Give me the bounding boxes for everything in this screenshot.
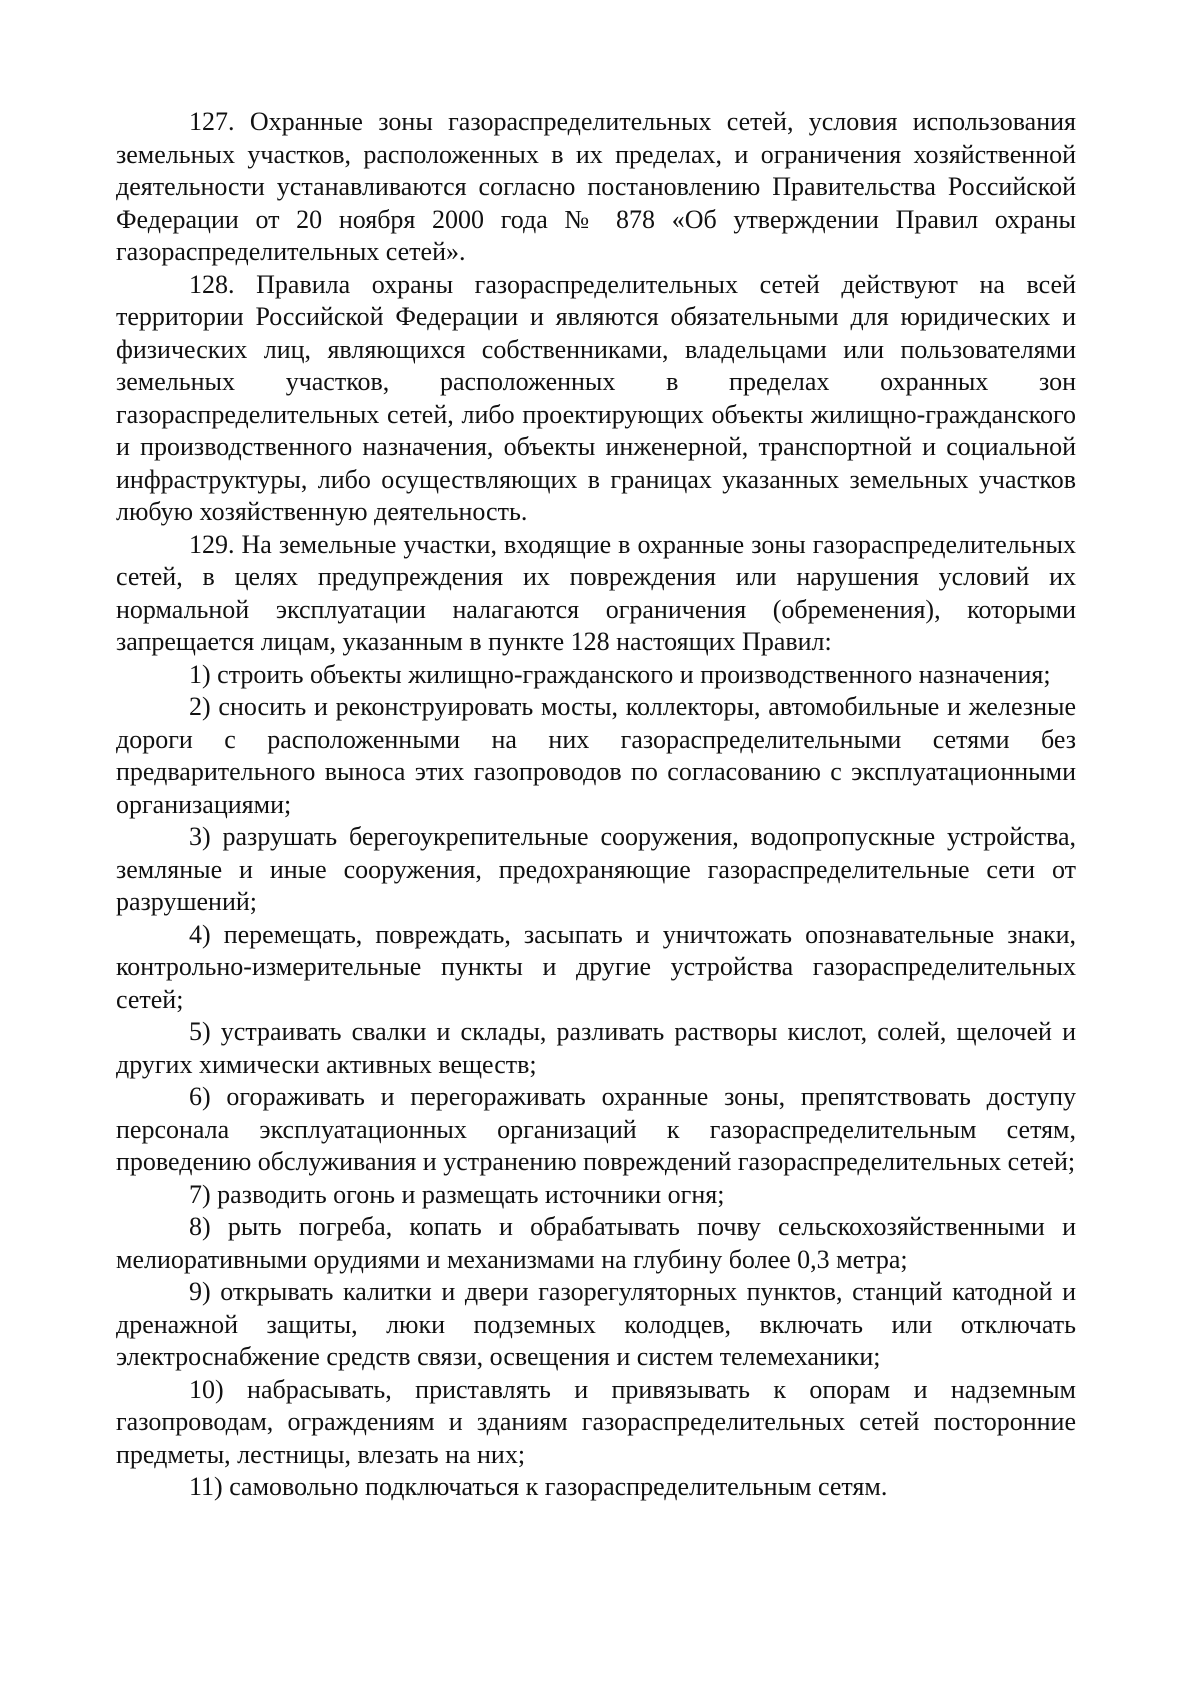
list-item-8: 8) рыть погреба, копать и обрабатывать почву сельскохозяйственными и мелиоративными орудиями и механизмами на глубину более 0,3 метра;	[116, 1212, 1076, 1274]
list-item-11: 11) самовольно подключаться к газораспределительным сетям.	[189, 1472, 888, 1501]
paragraph-128: 128. Правила охраны газораспределительных сетей действуют на всей территории Российской Федерации и являются обязательными для юридических и физических лиц, являющихся собственниками, владельцами или пользователями земельных участков, расположенных в пределах охранных зон газораспределительных сетей, либо проектирующих объекты жилищно-гражданского и производственного назначения, объекты инженерной, транспортной и социальной инфраструктуры, либо осуществляющих в границах указанных земельных участков любую хозяйственную деятельность.	[116, 269, 1076, 526]
list-item-3: 3) разрушать берегоукрепительные сооружения, водопропускные устройства, земляные и иные сооружения, предохраняющие газораспределительные сети от разрушений;	[116, 822, 1076, 916]
list-item-2: 2) сносить и реконструировать мосты, коллекторы, автомобильные и железные дороги с расположенными на них газораспределительными сетями без предварительного выноса этих газопроводов по согласованию с эксплуатационными организациями;	[116, 692, 1076, 819]
list-item-1: 1) строить объекты жилищно-гражданского и производственного назначения;	[189, 659, 1051, 689]
paragraph-127: 127. Охранные зоны газораспределительных сетей, условия использования земельных участков, расположенных в их пределах, и ограничения хозяйственной деятельности устанавливаются согласно постановлению Правительства Российской Федерации от 20 ноября 2000 года № 878 «Об утверждении Правил охраны газораспределительных сетей».	[116, 107, 1076, 266]
list-item-10: 10) набрасывать, приставлять и привязывать к опорам и надземным газопроводам, ограждениям и зданиям газораспределительных сетей посторонние предметы, лестницы, влезать на них;	[116, 1374, 1076, 1469]
document-page	[116, 106, 1076, 1504]
paragraph-129: 129. На земельные участки, входящие в охранные зоны газораспределительных сетей, в целях предупреждения их повреждения или нарушения условий их нормальной эксплуатации налагаются ограничения (обременения), которыми запрещается лицам, указанным в пункте 128 настоящих Правил:	[116, 529, 1076, 656]
list-item-7: 7) разводить огонь и размещать источники огня;	[189, 1179, 725, 1209]
list-item-6: 6) огораживать и перегораживать охранные зоны, препятствовать доступу персонала эксплуатационных организаций к газораспределительным сетям, проведению обслуживания и устранению повреждений газораспределительных сетей;	[116, 1082, 1076, 1176]
list-item-4: 4) перемещать, повреждать, засыпать и уничтожать опознавательные знаки, контрольно-измерительные пункты и другие устройства газораспределительных сетей;	[116, 919, 1076, 1014]
list-item-9: 9) открывать калитки и двери газорегуляторных пунктов, станций катодной и дренажной защиты, люки подземных колодцев, включать или отключать электроснабжение средств связи, освещения и систем телемеханики;	[116, 1277, 1076, 1371]
list-item-5: 5) устраивать свалки и склады, разливать растворы кислот, солей, щелочей и других химически активных веществ;	[116, 1017, 1076, 1079]
